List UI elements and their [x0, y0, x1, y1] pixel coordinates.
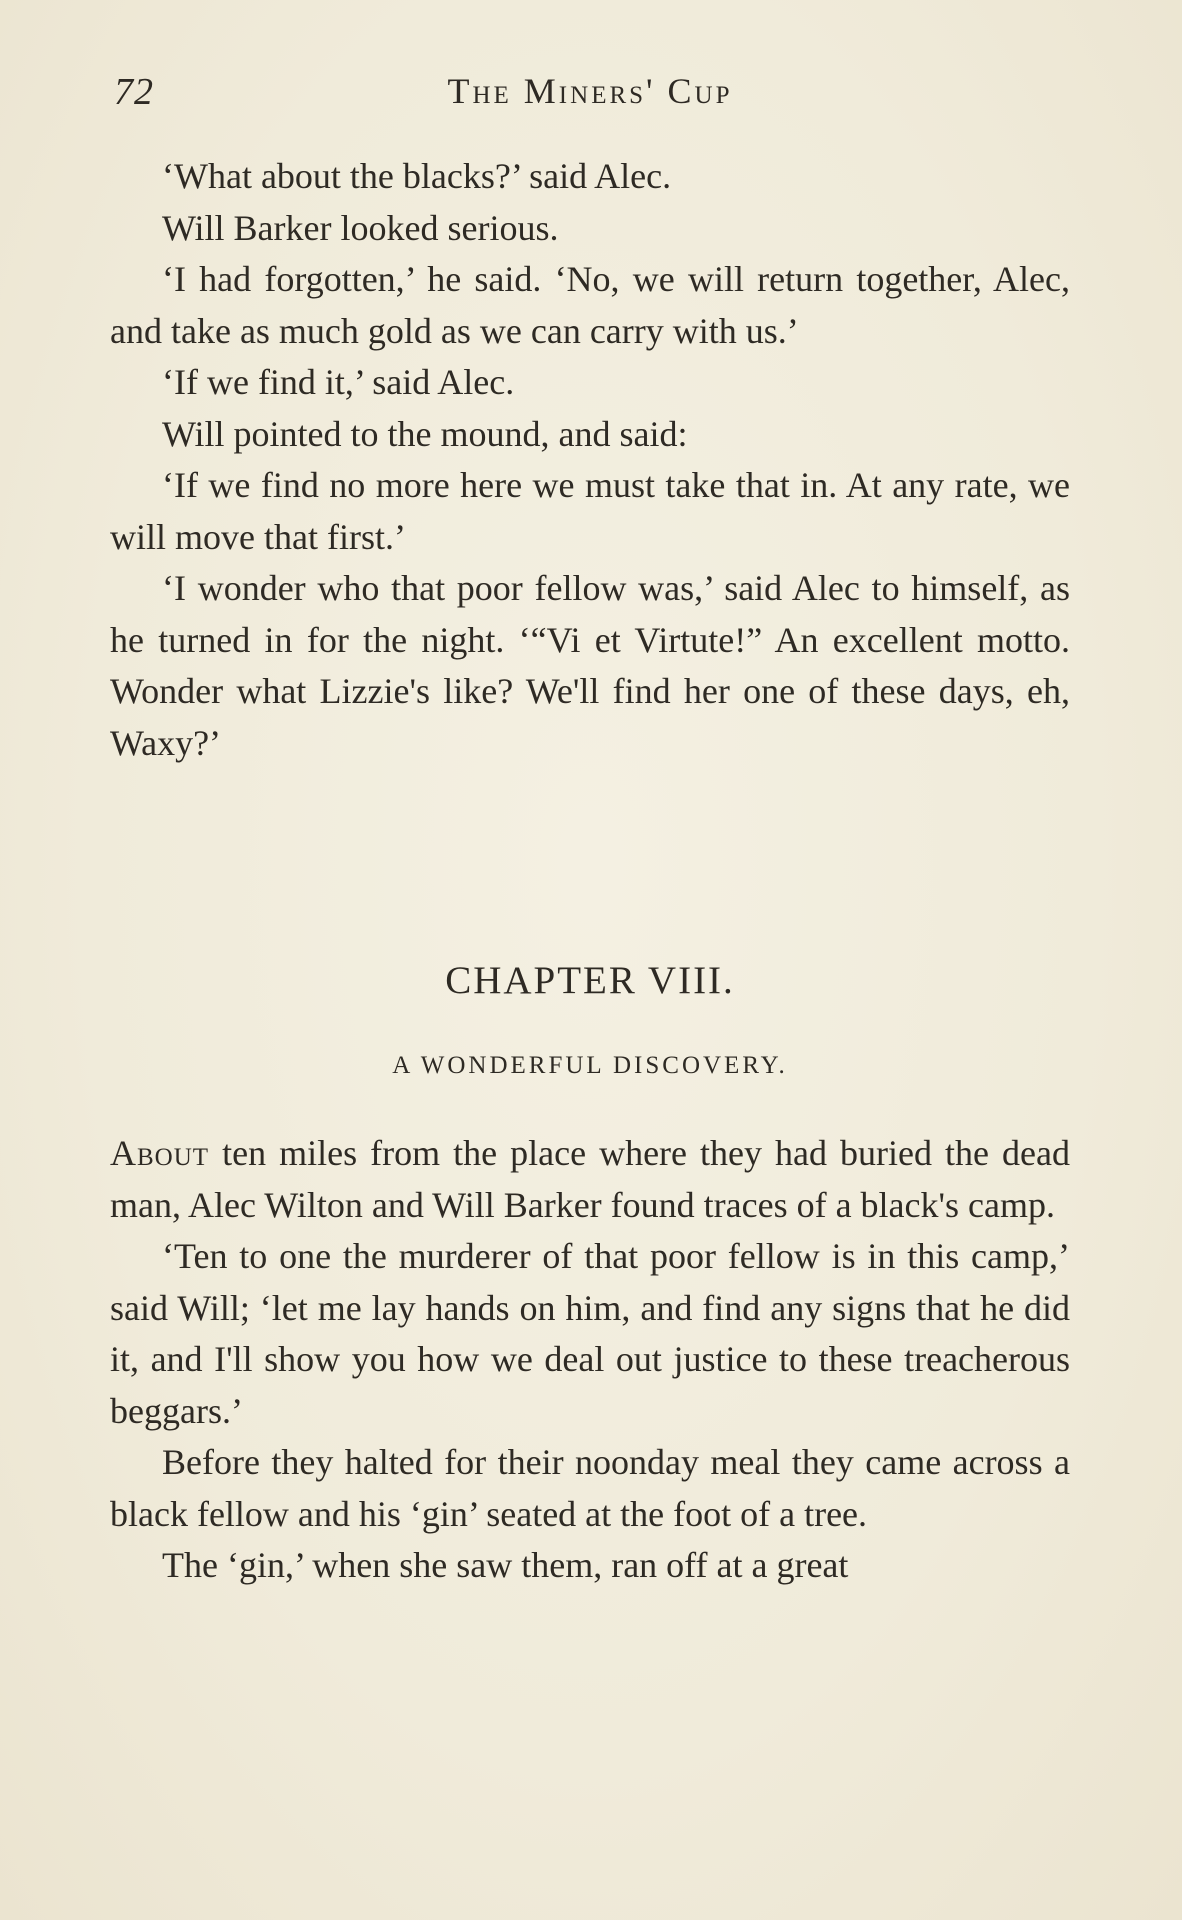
running-title: The Miners' Cup — [447, 71, 733, 111]
paragraph: ‘What about the blacks?’ said Alec. — [162, 156, 672, 196]
paragraph: ‘Ten to one the murderer of that poor fellow is in this camp,’ said Will; ‘let me lay hands on him, and find any signs that he did it, and I'll show you how we deal out justice to these treacherous beggars.’ — [110, 1236, 1070, 1431]
opening-word: About — [110, 1133, 210, 1173]
paragraph: ‘If we find it,’ said Alec. — [162, 362, 515, 402]
opening-text: ten miles from the place where they had buried the dead man, Alec Wilton and Will Barker found traces of a black's camp. — [110, 1133, 1070, 1225]
paragraph: Will pointed to the mound, and said: — [162, 413, 688, 454]
opening-paragraph — [110, 1128, 1070, 1231]
paragraph: Before they halted for their noonday meal they came across a black fellow and his ‘gin’ seated at the foot of a tree. — [110, 1442, 1070, 1534]
chapter-title: CHAPTER VIII. — [445, 959, 735, 1002]
paragraph: ‘I wonder who that poor fellow was,’ said Alec to himself, as he turned in for the night. ‘“Vi et Virtute!” An excellent motto. Wonder what Lizzie's like? We'll find her one of these days, eh, Waxy?’ — [110, 568, 1070, 763]
paragraph: ‘If we find no more here we must take that in. At any rate, we will move that first.’ — [110, 465, 1070, 557]
chapter-subtitle: A WONDERFUL DISCOVERY. — [392, 1052, 788, 1079]
text-before-chapter — [110, 151, 1070, 769]
paragraph: The ‘gin,’ when she saw them, ran off at a great — [162, 1545, 849, 1585]
paragraph: Will Barker looked serious. — [162, 207, 559, 248]
page-number: 72 — [114, 71, 154, 113]
paragraph: ‘I had forgotten,’ he said. ‘No, we will return together, Alec, and take as much gold as we can carry with us.’ — [110, 259, 1070, 351]
page-header — [110, 70, 1070, 120]
text-after-chapter — [110, 1128, 1070, 1592]
